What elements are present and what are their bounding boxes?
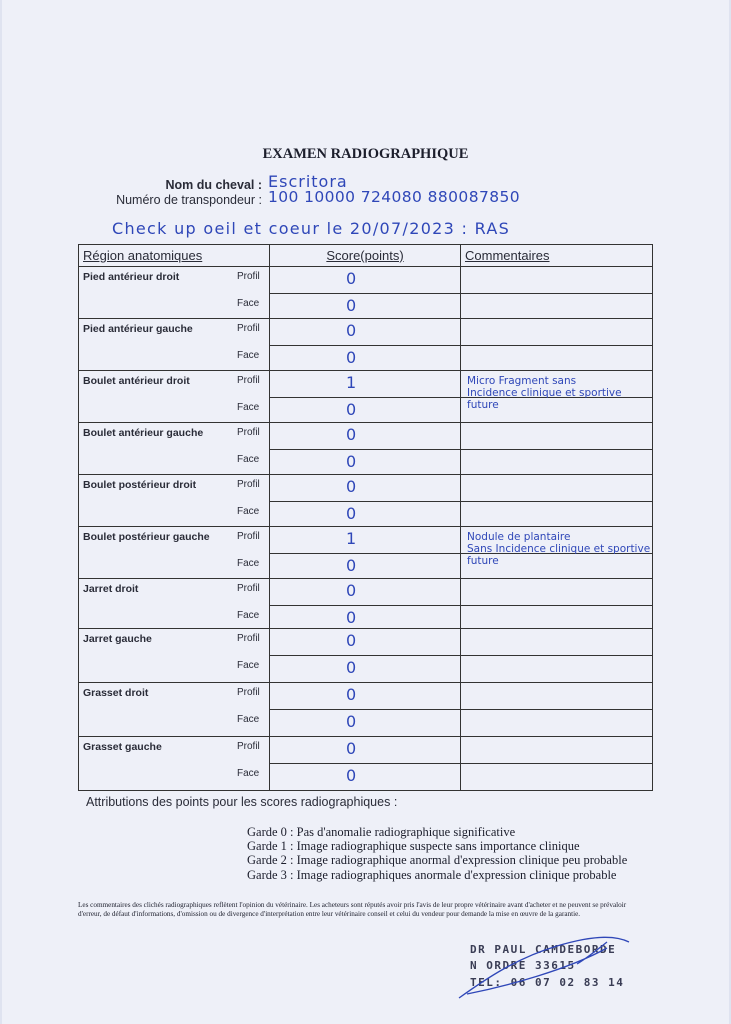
face-score-cell [270,398,461,423]
face-comment-cell [461,398,653,423]
face-comment-cell [461,606,653,629]
face-label: Face [237,660,260,671]
table-row [79,475,653,502]
document-page [2,0,729,1024]
region-cell [79,629,270,683]
grade-3: Garde 3 : Image radiographiques anormale d'expression clinique probable [247,868,617,882]
face-score-value: 0 [346,608,357,627]
profil-score-value: 0 [346,631,357,650]
profil-score-cell [270,423,461,450]
profil-label: Profil [237,375,260,386]
header-score: Score(points) [270,245,461,267]
face-score-cell [270,764,461,791]
profil-score-value: 0 [346,477,357,496]
region-name: Pied antérieur gauche [83,323,193,335]
profil-score-cell [270,629,461,656]
face-score-cell [270,554,461,579]
face-score-cell [270,346,461,371]
face-score-cell [270,294,461,319]
face-score-value: 0 [346,712,357,731]
face-label: Face [237,610,260,621]
face-score-value: 0 [346,504,357,523]
disclaimer-text: Les commentaires des clichés radiographiques reflètent l'opinion du vétérinaire. Les acheteurs sont réputés avoir pris l'avis de leur propre vétérinaire avant d'acheter et ne peuvent se prévaloir d'erreur, de défaut d'informations, d'omission ou de divergence d'interprétation entre leur vétérinaire conseil et celui du vendeur pour demande la mise en œuvre de la garantie. [78,901,627,918]
profil-label: Profil [237,271,260,282]
profil-score-value: 1 [346,529,357,548]
table-row [79,423,653,450]
profil-comment-cell [461,683,653,710]
profil-label: Profil [237,323,260,334]
profil-score-cell [270,527,461,554]
face-score-cell [270,502,461,527]
profil-label: Profil [237,531,260,542]
region-cell [79,737,270,791]
profil-score-cell [270,579,461,606]
profil-score-value: 0 [346,739,357,758]
region-name: Boulet antérieur gauche [83,427,204,439]
face-label: Face [237,506,260,517]
profil-label: Profil [237,427,260,438]
face-label: Face [237,714,260,725]
face-comment-cell [461,710,653,737]
face-comment-cell [461,764,653,791]
profil-score-cell [270,319,461,346]
profil-comment-cell [461,319,653,346]
comment-line-1: Nodule de plantaire [467,531,571,543]
document-title: EXAMEN RADIOGRAPHIQUE [262,146,469,162]
region-name: Boulet postérieur gauche [83,531,210,543]
region-name: Boulet antérieur droit [83,375,190,387]
profil-score-cell [270,267,461,294]
face-label: Face [237,298,260,309]
region-cell [79,319,270,371]
comment-line-2: Incidence clinique et sportive future [467,387,622,411]
face-comment-cell [461,502,653,527]
face-score-value: 0 [346,296,357,315]
face-score-value: 0 [346,556,357,575]
face-comment-cell [461,346,653,371]
region-cell [79,579,270,629]
region-cell [79,683,270,737]
profil-comment-cell [461,579,653,606]
horse-name-value: Escritora [268,172,348,191]
handwritten-signature [447,928,637,1008]
face-score-value: 0 [346,452,357,471]
profil-score-cell [270,475,461,502]
profil-comment-cell [461,475,653,502]
profil-comment-cell [461,737,653,764]
face-comment-cell [461,294,653,319]
profil-score-value: 0 [346,685,357,704]
face-score-cell [270,656,461,683]
region-name: Boulet postérieur droit [83,479,197,491]
face-label: Face [237,402,260,413]
region-cell [79,423,270,475]
grade-1: Garde 1 : Image radiographique suspecte sans importance clinique [247,839,580,853]
radiographic-score-table [78,244,653,791]
profil-score-value: 0 [346,581,357,600]
horse-name-label: Nom du cheval : [165,178,262,192]
face-label: Face [237,350,260,361]
face-score-value: 0 [346,400,357,419]
grade-0: Garde 0 : Pas d'anomalie radiographique significative [247,825,516,839]
profil-label: Profil [237,633,260,644]
transponder-label: Numéro de transpondeur : [116,193,262,207]
table-row [79,579,653,606]
region-cell [79,371,270,423]
attribution-title: Attributions des points pour les scores radiographiques : [86,795,398,809]
transponder-value: 100 10000 724080 880087850 [268,188,520,206]
region-cell [79,267,270,319]
vet-stamp-order-number: N ORDRE 33615 [470,959,576,972]
table-row [79,527,653,554]
profil-score-cell [270,683,461,710]
region-name: Grasset gauche [83,741,162,753]
table-row [79,683,653,710]
region-name: Jarret droit [83,583,139,595]
profil-label: Profil [237,479,260,490]
face-score-value: 0 [346,348,357,367]
header-region: Région anatomiques [79,245,270,267]
face-comment-cell [461,554,653,579]
profil-comment-cell [461,629,653,656]
face-score-cell [270,606,461,629]
face-comment-cell [461,450,653,475]
profil-score-value: 0 [346,425,357,444]
profil-comment-cell [461,423,653,450]
face-score-cell [270,710,461,737]
face-comment-cell [461,656,653,683]
table-row [79,629,653,656]
table-body [79,267,653,791]
face-label: Face [237,558,260,569]
face-score-value: 0 [346,658,357,677]
table-row [79,267,653,294]
profil-score-cell [270,737,461,764]
comment-line-1: Micro Fragment sans [467,375,577,387]
comment-line-2: Sans Incidence clinique et sportive future [467,543,651,567]
region-name: Grasset droit [83,687,149,699]
table-row [79,371,653,398]
region-cell [79,527,270,579]
profil-comment-cell [461,527,653,567]
table-row [79,319,653,346]
region-cell [79,475,270,527]
profil-score-value: 0 [346,321,357,340]
grade-2: Garde 2 : Image radiographique anormal d'expression clinique peu probable [247,853,628,867]
profil-label: Profil [237,687,260,698]
region-name: Pied antérieur droit [83,271,180,283]
profil-comment-cell [461,267,653,294]
table-header-row [79,245,653,267]
table-row [79,737,653,764]
profil-label: Profil [237,583,260,594]
profil-score-value: 0 [346,269,357,288]
vet-stamp-name: DR PAUL CAMDEBORDE [470,943,617,956]
face-score-cell [270,450,461,475]
region-name: Jarret gauche [83,633,152,645]
face-score-value: 0 [346,766,357,785]
profil-score-cell [270,371,461,398]
profil-score-value: 1 [346,373,357,392]
vet-stamp-phone: TEL: 06 07 02 83 14 [470,976,625,989]
profil-comment-cell [461,371,653,411]
checkup-note: Check up oeil et coeur le 20/07/2023 : RAS [112,219,511,238]
profil-label: Profil [237,741,260,752]
face-label: Face [237,768,260,779]
header-comments: Commentaires [461,245,653,267]
face-label: Face [237,454,260,465]
